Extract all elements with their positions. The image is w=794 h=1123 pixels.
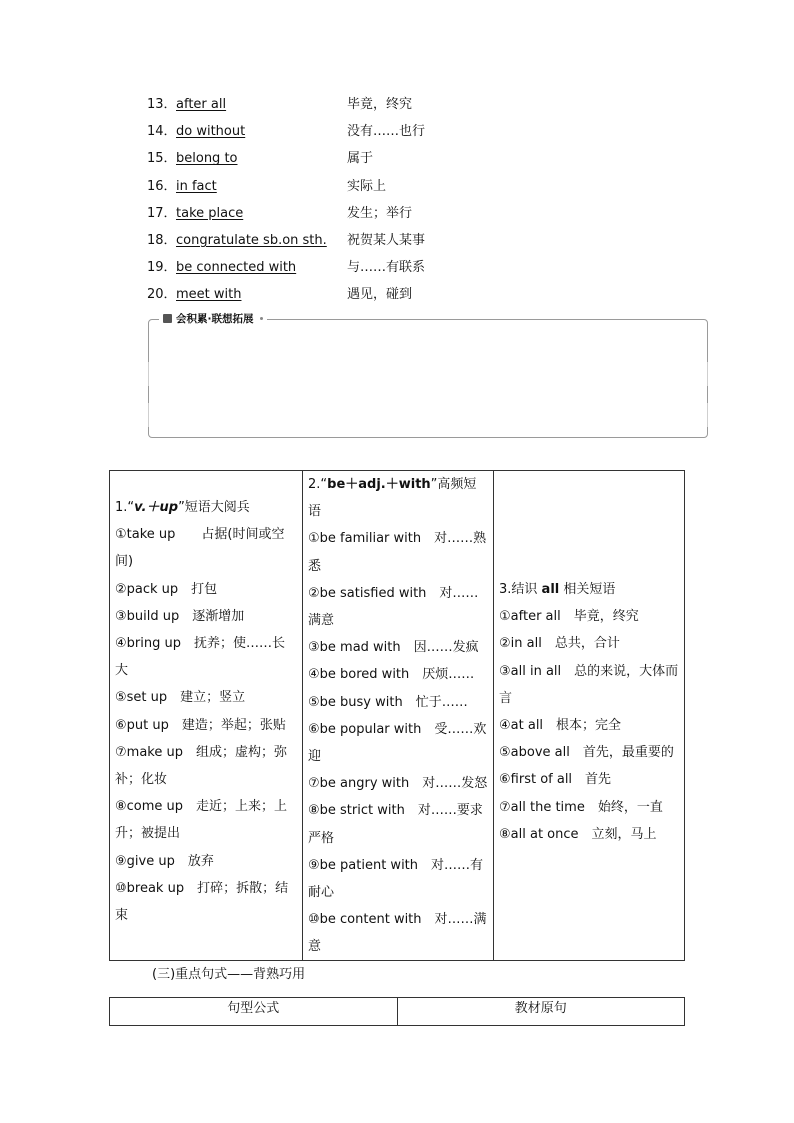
phrase-item: ⑥be popular with 受……欢迎	[308, 721, 487, 765]
vocab-phrase: after all	[176, 97, 227, 112]
phrase-item: ⑤set up 建立；竖立	[115, 690, 246, 706]
phrase-item: ⑤above all 首先，最重要的	[499, 745, 674, 761]
vocab-number: 14．	[147, 124, 177, 140]
header-bold: v.＋up	[134, 500, 179, 515]
vocab-meaning: 祝贺某人某事	[347, 232, 426, 248]
accumulation-title-text: 会积累·联想拓展	[176, 313, 254, 325]
phrase-column-all	[493, 471, 684, 960]
dot-icon	[260, 317, 263, 320]
vocab-number: 20．	[147, 287, 177, 303]
header-suffix: ”高频短语	[308, 477, 477, 520]
phrase-column-be-adj-with	[302, 471, 493, 960]
header-bold: all	[541, 582, 560, 597]
column-header	[499, 576, 679, 603]
vocab-row	[147, 176, 467, 203]
phrase-item: ②pack up 打包	[115, 581, 218, 597]
phrase-item: ⑤be busy with 忙于……	[308, 694, 468, 710]
phrase-item: ⑥first of all 首先	[499, 772, 612, 788]
phrase-item: ①be familiar with 对……熟悉	[308, 531, 487, 574]
phrase-item: ⑩be content with 对……满意	[308, 912, 487, 955]
vocab-phrase: do without	[176, 124, 246, 140]
vocab-row	[147, 121, 467, 148]
phrase-item: ③build up 逐渐增加	[115, 608, 245, 624]
header-suffix: 相关短语	[559, 582, 616, 597]
vocab-row	[147, 148, 467, 175]
header-bold: be＋adj.＋with	[327, 477, 431, 492]
phrase-item: ①take up 占据(时间或空间)	[115, 527, 285, 570]
vocab-row	[147, 203, 467, 230]
box-edge-mark	[707, 362, 708, 386]
accumulation-box	[148, 313, 708, 438]
header-prefix: 1.“	[115, 500, 135, 515]
phrase-item: ④be bored with 厌烦……	[308, 667, 475, 683]
square-bullet-icon	[163, 314, 172, 323]
vocab-phrase: in fact	[176, 178, 217, 194]
accumulation-title	[159, 311, 267, 326]
phrase-item: ①after all 毕竟，终究	[499, 609, 639, 625]
vocab-meaning: 没有……也行	[347, 124, 426, 140]
phrase-item: ④bring up 抚养；使……长大	[115, 636, 285, 679]
phrase-item: ②in all 总共，合计	[499, 636, 620, 652]
box-edge-mark	[148, 362, 149, 386]
header-prefix: 2.“	[308, 477, 328, 492]
vocab-number: 16．	[147, 178, 177, 194]
phrase-column-v-up	[110, 471, 302, 960]
phrase-item: ③all in all 总的来说，大体而言	[499, 663, 679, 706]
column-header	[115, 494, 297, 521]
vocab-list	[147, 94, 467, 312]
vocab-phrase: take place	[176, 205, 244, 221]
section-heading: (三)重点句式——背熟巧用	[152, 967, 306, 982]
vocab-number: 15．	[147, 151, 177, 167]
vocab-number: 18．	[147, 232, 177, 248]
phrase-item: ⑨give up 放弃	[115, 853, 214, 869]
vocab-phrase: congratulate sb.on sth.	[176, 232, 327, 248]
header-suffix: ”短语大阅兵	[178, 500, 250, 515]
vocab-phrase: be connected with	[176, 260, 297, 276]
phrase-table	[109, 470, 685, 961]
phrase-item: ⑦be angry with 对……发怒	[308, 776, 488, 792]
vocab-meaning: 遇见，碰到	[347, 287, 413, 303]
phrase-item: ③be mad with 因……发疯	[308, 640, 479, 656]
formula-table	[109, 997, 685, 1026]
column-header	[308, 471, 488, 525]
phrase-item: ⑧come up 走近；上来；上升；被提出	[115, 799, 288, 842]
vocab-phrase: belong to	[176, 151, 238, 167]
source-sentence-header-cell: 教材原句	[397, 998, 685, 1025]
box-edge-mark	[148, 403, 149, 427]
vocab-phrase: meet with	[176, 287, 242, 303]
vocab-meaning: 与……有联系	[347, 260, 426, 276]
header-prefix: 3.结识	[499, 582, 542, 597]
phrase-item: ⑨be patient with 对……有耐心	[308, 857, 484, 901]
vocab-meaning: 发生；举行	[347, 205, 413, 221]
vocab-meaning: 毕竟，终究	[347, 97, 413, 112]
phrase-item: ②be satisfied with 对……满意	[308, 585, 479, 629]
phrase-item: ⑦all the time 始终，一直	[499, 799, 663, 815]
phrase-item: ④at all 根本；完全	[499, 718, 622, 734]
vocab-number: 13．	[147, 97, 177, 112]
vocab-row	[147, 94, 467, 121]
phrase-item: ⑧all at once 立刻，马上	[499, 826, 657, 842]
vocab-number: 19．	[147, 260, 177, 276]
vocab-meaning: 实际上	[347, 178, 387, 194]
vocab-row	[147, 230, 467, 257]
phrase-item: ⑥put up 建造；举起；张贴	[115, 717, 286, 733]
phrase-item: ⑧be strict with 对……要求严格	[308, 803, 483, 846]
box-edge-mark	[707, 403, 708, 427]
vocab-row	[147, 284, 467, 311]
phrase-item: ⑦make up 组成；虚构；弥补；化妆	[115, 744, 287, 788]
vocab-row	[147, 257, 467, 284]
formula-header-cell: 句型公式	[227, 1001, 280, 1016]
vocab-number: 17．	[147, 205, 177, 221]
phrase-item: ⑩break up 打碎；拆散；结束	[115, 880, 289, 924]
vocab-meaning: 属于	[347, 151, 374, 167]
